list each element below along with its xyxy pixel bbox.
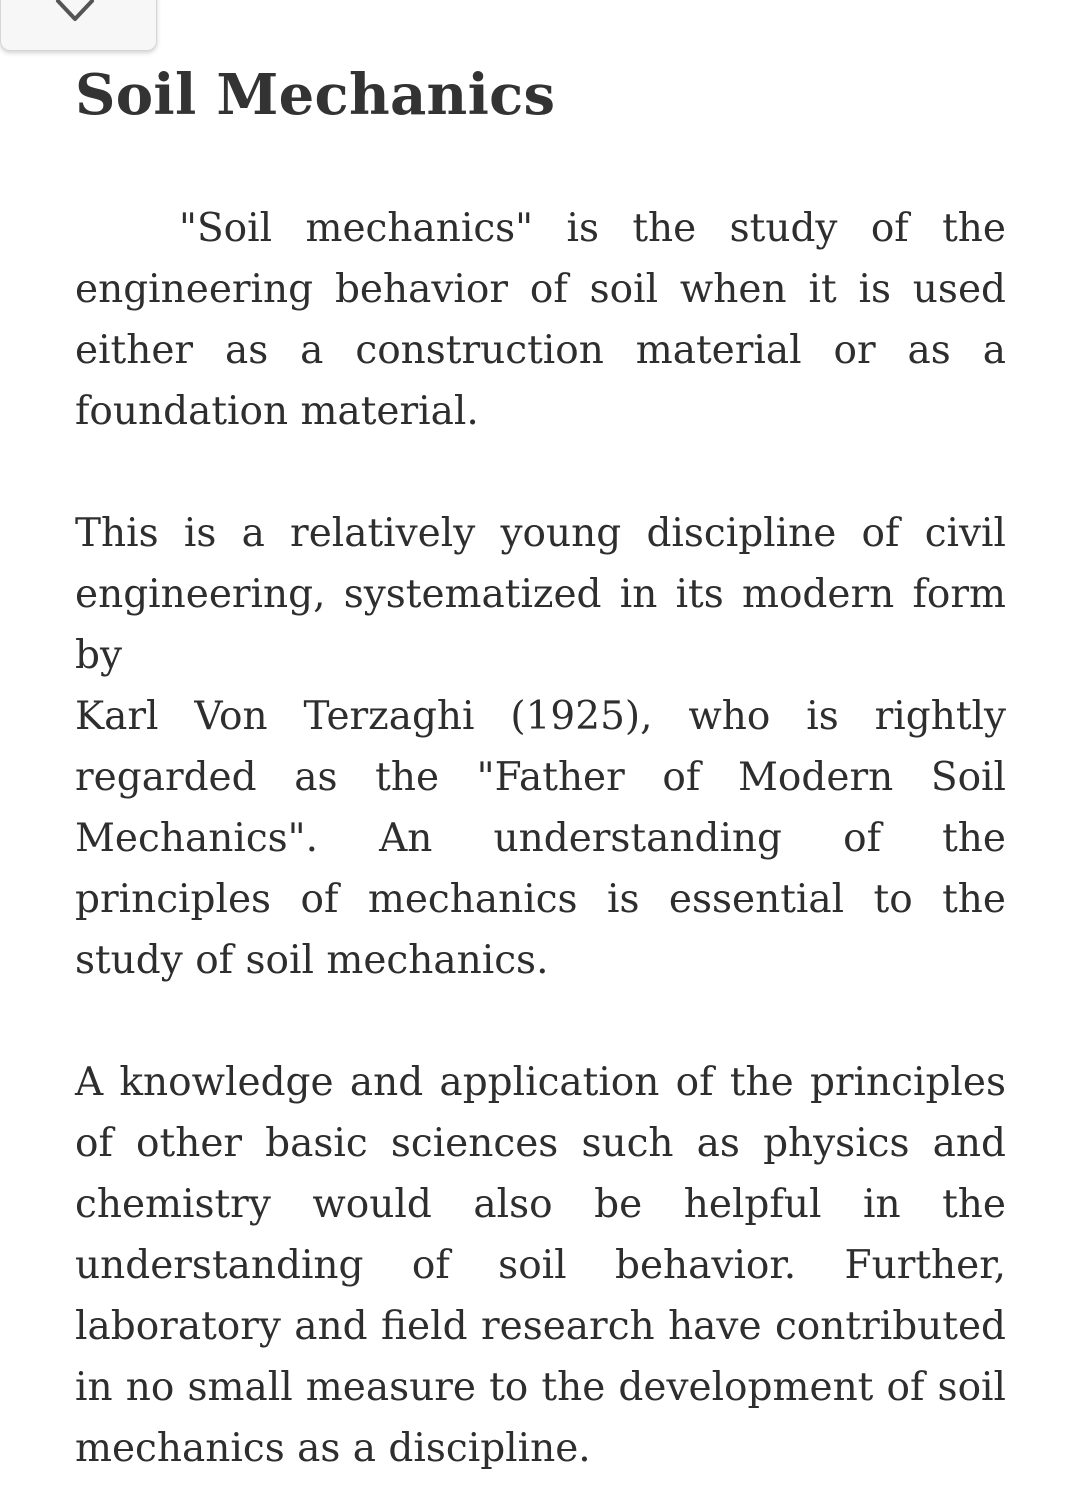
- collapse-toggle-button[interactable]: [0, 0, 157, 51]
- page-title: Soil Mechanics: [75, 62, 556, 128]
- chevron-down-icon: [55, 0, 95, 24]
- article-paragraph-3: A knowledge and application of the principles of other basic sciences such as physics and chemistry would also be helpful in the understanding of soil behavior. Further, laboratory and field research have contributed in no small measure to the development of soil mechanics as a discipline.: [75, 1060, 1006, 1471]
- article-content: [75, 60, 1006, 1479]
- article-paragraph-2-continued: Karl Von Terzaghi (1925), who is rightly regarded as the "Father of Modern Soil Mechanics". An understanding of the principles of mechanics is essential to the study of soil mechanics.: [75, 694, 1006, 983]
- paragraph-1-text: "Soil mechanics" is the study of the engineering behavior of soil when it is used either as a construction material or as a foundation material.: [75, 206, 1006, 434]
- article-paragraph-2: This is a relatively young discipline of civil engineering, systematized in its modern form by: [75, 511, 1006, 678]
- article-paragraph-1: [75, 198, 1006, 442]
